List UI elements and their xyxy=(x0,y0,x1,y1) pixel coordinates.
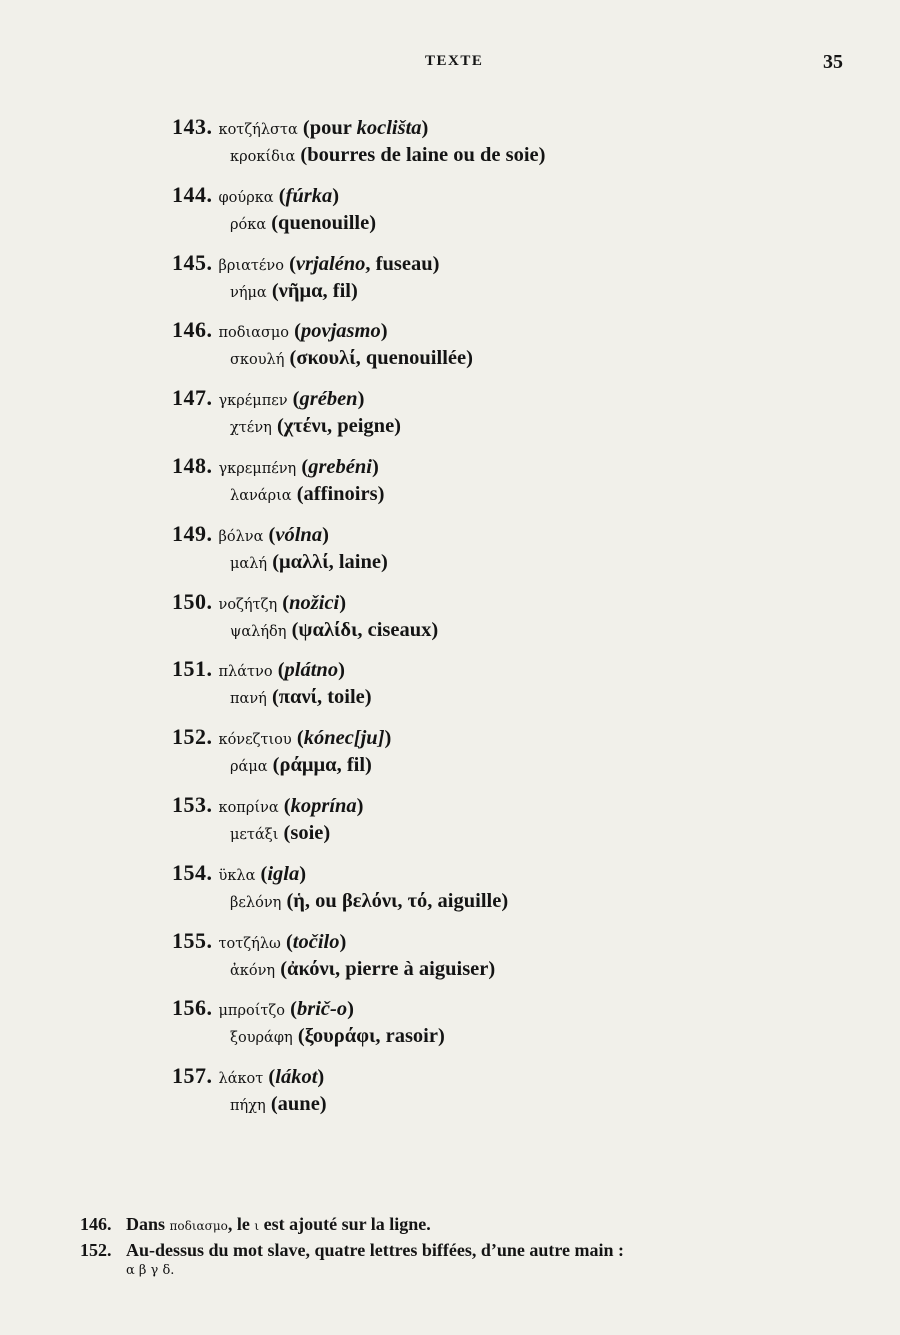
entry-headword-line xyxy=(172,724,391,750)
gloss-text: (χτένι, peigne) xyxy=(271,415,401,438)
slavic-transliteration: točilo xyxy=(292,930,340,953)
entry-number: 147. xyxy=(172,385,213,411)
entry-number: 143. xyxy=(172,114,213,139)
greek-headword: κόνεζτιου xyxy=(218,732,292,749)
greek-gloss: πήχη xyxy=(230,1098,266,1115)
greek-headword: πλάτνο xyxy=(218,664,273,681)
slavic-transliteration: brič-o xyxy=(296,998,348,1021)
glossary-entry xyxy=(172,385,732,453)
entry-paren-open: ( xyxy=(289,320,301,343)
slavic-transliteration: fúrka xyxy=(285,184,333,207)
greek-headword: βριατένο xyxy=(218,257,284,274)
greek-gloss: πανή xyxy=(230,691,267,708)
entry-number: 150. xyxy=(172,588,213,614)
footnote-text-b: , le xyxy=(227,1214,255,1234)
gloss-text: (soie) xyxy=(278,821,331,844)
gloss-text: (πανί, toile) xyxy=(266,686,372,709)
gloss-text: (μαλλί, laine) xyxy=(267,550,388,573)
greek-gloss: χτένη xyxy=(230,420,272,437)
entry-headword-line xyxy=(172,317,388,343)
greek-gloss: σκουλή xyxy=(230,352,285,369)
entry-number: 152. xyxy=(172,724,213,750)
footnote-greek: ποδιασμο xyxy=(169,1219,228,1233)
glossary-entry xyxy=(172,1063,732,1131)
glossary-entry xyxy=(172,317,732,385)
entry-number: 153. xyxy=(172,791,213,817)
entry-paren-close: ) xyxy=(332,184,340,207)
entry-headword-line xyxy=(172,1063,324,1089)
entry-paren-close: ) xyxy=(357,388,365,411)
entry-paren-open: ( xyxy=(291,727,304,750)
entry-headword-line xyxy=(172,928,346,954)
entry-paren-open: ( xyxy=(255,862,268,885)
entry-paren-close: ) xyxy=(322,523,329,546)
gloss-text: (ἀκόνι, pierre à aiguiser) xyxy=(275,957,496,980)
entry-gloss-line xyxy=(230,345,473,370)
running-head xyxy=(0,53,900,77)
entry-paren-close: ) xyxy=(317,1066,325,1089)
entry-number: 145. xyxy=(172,249,213,275)
greek-headword: μπροίτζο xyxy=(218,1003,286,1020)
slavic-transliteration: koprína xyxy=(290,794,357,817)
glossary-entries xyxy=(172,114,732,1131)
greek-headword: νοζήτζη xyxy=(218,596,278,613)
entry-gloss-line xyxy=(230,617,438,642)
glossary-entry xyxy=(172,995,732,1063)
greek-gloss: ξουράφη xyxy=(230,1030,293,1047)
slavic-transliteration: vrjaléno xyxy=(295,252,366,275)
entry-paren-close: ) xyxy=(421,117,429,139)
footnotes xyxy=(80,1212,870,1280)
greek-headword: γκρεμπένη xyxy=(218,460,297,477)
entry-paren-close: ) xyxy=(380,320,388,343)
slavic-transliteration: lákot xyxy=(275,1066,318,1089)
running-title: TEXTE xyxy=(425,53,484,69)
greek-headword: λάκοτ xyxy=(218,1071,264,1088)
entry-paren-open: ( xyxy=(277,591,290,614)
entry-paren-open: ( xyxy=(278,794,291,817)
entry-paren-open: ( xyxy=(263,523,276,546)
entry-headword-line xyxy=(172,860,306,886)
entry-headword-line xyxy=(172,792,364,818)
gloss-text: (νῆμα, fil) xyxy=(266,279,358,302)
greek-headword: κοτζήλστα xyxy=(218,122,298,138)
greek-headword: κοπρίνα xyxy=(218,799,279,816)
entry-paren-open: ( xyxy=(283,252,296,275)
glossary-entry xyxy=(172,182,732,250)
entry-gloss-line xyxy=(230,956,495,981)
entry-paren-open: (pour xyxy=(297,117,357,139)
footnote-text: Dans xyxy=(126,1214,170,1234)
slavic-transliteration: koclišta xyxy=(356,117,422,139)
entry-number: 144. xyxy=(172,181,213,207)
entry-number: 156. xyxy=(172,995,213,1021)
entry-paren-open: ( xyxy=(296,455,309,478)
entry-headword-line xyxy=(172,656,345,682)
footnote-number: 152. xyxy=(80,1240,112,1260)
glossary-entry xyxy=(172,656,732,724)
entry-number: 148. xyxy=(172,452,213,478)
entry-paren-close: ) xyxy=(299,862,307,885)
slavic-transliteration: grében xyxy=(299,388,358,411)
footnote-continuation: α β γ δ. xyxy=(126,1263,175,1278)
greek-gloss: ράμα xyxy=(230,759,268,776)
greek-gloss: βελόνη xyxy=(230,894,282,911)
gloss-text: (aune) xyxy=(265,1093,327,1116)
entry-paren-close: ) xyxy=(356,794,364,817)
entry-number: 157. xyxy=(172,1063,213,1089)
gloss-text: (ξουράφι, rasoir) xyxy=(292,1025,445,1048)
entry-paren-open: ( xyxy=(280,930,293,953)
greek-headword: τοτζήλω xyxy=(218,935,281,952)
slavic-transliteration: vólna xyxy=(275,523,323,546)
entry-paren-close: ) xyxy=(338,659,345,682)
glossary-entry xyxy=(172,453,732,521)
entry-gloss-line xyxy=(230,210,376,235)
slavic-transliteration: plátno xyxy=(284,659,339,682)
entry-paren-close: ) xyxy=(347,998,354,1021)
gloss-text: (bourres de laine ou de soie) xyxy=(295,144,546,166)
entry-paren-close: ) xyxy=(339,591,347,614)
gloss-text: (ἡ, ou βελόνι, τό, aiguille) xyxy=(281,889,509,912)
entry-paren-open: ( xyxy=(263,1066,276,1089)
entry-headword-line xyxy=(172,385,364,411)
entry-headword-line xyxy=(172,453,379,479)
greek-gloss: ρόκα xyxy=(230,216,267,233)
greek-gloss: μαλή xyxy=(230,555,268,572)
gloss-text: (ψαλίδι, ciseaux) xyxy=(286,618,439,641)
gloss-text: (σκουλί, quenouillée) xyxy=(284,347,473,370)
entry-headword-line xyxy=(172,995,354,1021)
greek-headword: γκρέμπεν xyxy=(218,393,288,410)
gloss-text: (affinoirs) xyxy=(291,482,385,505)
entry-headword-line xyxy=(172,589,346,615)
footnote xyxy=(80,1238,870,1262)
greek-headword: φούρκα xyxy=(218,189,274,206)
greek-gloss: λανάρια xyxy=(230,487,292,504)
entry-paren-open: ( xyxy=(273,184,286,207)
slavic-transliteration: grebéni xyxy=(308,455,372,478)
page-number: 35 xyxy=(823,51,843,73)
greek-headword: ϋκλα xyxy=(218,867,256,884)
entry-gloss-line xyxy=(230,413,401,438)
entry-headword-line xyxy=(172,182,339,208)
glossary-entry xyxy=(172,521,732,589)
slavic-transliteration: igla xyxy=(267,862,300,885)
entry-gloss-line xyxy=(230,142,545,167)
entry-gloss-line xyxy=(230,549,388,574)
footnote-number: 146. xyxy=(80,1214,112,1234)
greek-gloss: νήμα xyxy=(230,284,267,301)
glossary-entry xyxy=(172,928,732,996)
entry-paren-close: ) xyxy=(371,455,379,478)
entry-paren-open: ( xyxy=(285,998,297,1021)
glossary-entry xyxy=(172,114,732,182)
entry-gloss-line xyxy=(230,820,330,845)
glossary-entry xyxy=(172,724,732,792)
entry-paren-close: , fuseau) xyxy=(365,252,440,275)
entry-headword-line xyxy=(172,250,439,276)
greek-gloss: ψαλήδη xyxy=(230,623,287,640)
glossary-entry xyxy=(172,250,732,318)
glossary-entry xyxy=(172,860,732,928)
gloss-text: (ράμμα, fil) xyxy=(267,754,372,777)
entry-gloss-line xyxy=(230,888,508,913)
entry-gloss-line xyxy=(230,752,372,777)
entry-number: 146. xyxy=(172,317,213,343)
entry-gloss-line xyxy=(230,1091,327,1116)
greek-gloss: ἀκόνη xyxy=(230,962,276,979)
greek-gloss: μετάξι xyxy=(230,826,279,843)
entry-paren-close: ) xyxy=(384,727,392,750)
entry-gloss-line xyxy=(230,278,358,303)
entry-number: 155. xyxy=(172,927,213,953)
entry-paren-open: ( xyxy=(272,659,285,682)
entry-number: 149. xyxy=(172,520,213,546)
slavic-transliteration: kónec[ju] xyxy=(303,727,385,750)
footnote-text-c: est ajouté sur la ligne. xyxy=(259,1214,431,1234)
gloss-text: (quenouille) xyxy=(266,211,377,234)
slavic-transliteration: nožici xyxy=(289,591,340,614)
entry-paren-open: ( xyxy=(287,388,300,411)
entry-number: 154. xyxy=(172,859,213,885)
footnote-text: Au-dessus du mot slave, quatre lettres biffées, d’une autre main : xyxy=(126,1240,624,1260)
entry-gloss-line xyxy=(230,684,372,709)
glossary-entry xyxy=(172,792,732,860)
glossary-entry xyxy=(172,589,732,657)
entry-paren-close: ) xyxy=(339,930,347,953)
footnote xyxy=(80,1212,870,1238)
entry-headword-line xyxy=(172,114,428,140)
greek-headword: βόλνα xyxy=(218,528,264,545)
footnote-iota: ι xyxy=(254,1219,260,1233)
greek-gloss: κροκίδια xyxy=(230,149,296,165)
slavic-transliteration: povjasmo xyxy=(300,320,381,343)
entry-number: 151. xyxy=(172,656,213,682)
entry-gloss-line xyxy=(230,1023,445,1048)
entry-headword-line xyxy=(172,521,329,547)
entry-gloss-line xyxy=(230,481,384,506)
greek-headword: ποδιασμο xyxy=(218,325,290,342)
